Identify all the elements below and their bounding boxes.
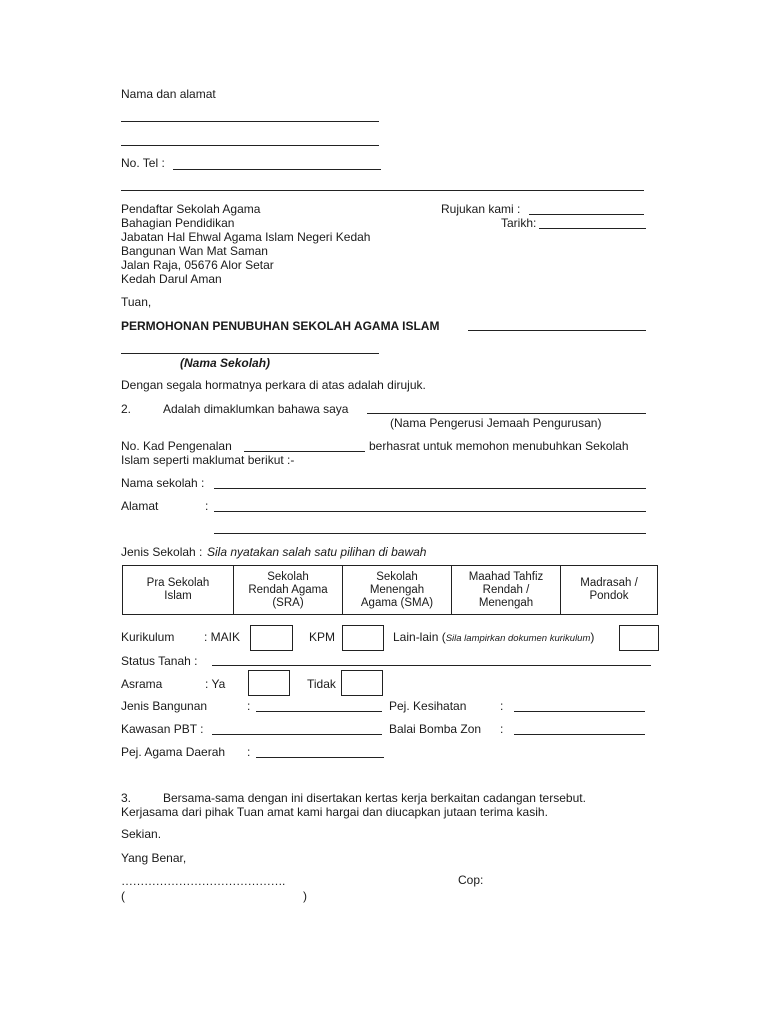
fire-station-label: Balai Bomba Zon <box>389 722 482 736</box>
lain-lain-label <box>393 630 594 646</box>
option-text: Sekolah <box>267 570 309 583</box>
land-status-line[interactable] <box>212 665 651 666</box>
health-office-label: Pej. Kesihatan <box>389 699 467 713</box>
closing-sekian: Sekian. <box>121 827 162 841</box>
signature-dots[interactable]: ……………………………………. <box>121 874 285 888</box>
building-type-colon: : <box>247 699 251 713</box>
name-address-label: Nama dan alamat <box>121 87 216 101</box>
recipient-line: Pendaftar Sekolah Agama <box>121 202 261 216</box>
maik-label: : MAIK <box>204 630 241 644</box>
header-divider <box>121 190 644 191</box>
recipient-line: Bahagian Pendidikan <box>121 216 235 230</box>
salutation: Tuan, <box>121 295 152 309</box>
district-office-label: Pej. Agama Daerah <box>121 745 226 759</box>
hostel-yes-label: : Ya <box>205 677 226 691</box>
hostel-yes-checkbox[interactable] <box>248 670 290 696</box>
district-office-colon: : <box>247 745 251 759</box>
option-text: Agama (SMA) <box>360 596 434 609</box>
paragraph-3-line-2: Kerjasama dari pihak Tuan amat kami hargai dan diucapkan jutaan terima kasih. <box>121 805 548 819</box>
tel-label: No. Tel : <box>121 156 165 170</box>
tel-line[interactable] <box>173 169 381 170</box>
school-type-table <box>122 565 658 615</box>
lain-lain-note: Sila lampirkan dokumen kurikulum <box>445 633 591 644</box>
school-type-label: Jenis Sekolah : <box>121 545 203 559</box>
school-type-option-maahad-tahfiz[interactable] <box>452 566 561 615</box>
paragraph-3-line-1: Bersama-sama dengan ini disertakan kertas kerja berkaitan cadangan tersebut. <box>163 791 586 805</box>
recipient-line: Bangunan Wan Mat Saman <box>121 244 268 258</box>
kpm-label: KPM <box>309 630 336 644</box>
hostel-no-checkbox[interactable] <box>341 670 383 696</box>
signatory-name-close: ) <box>303 889 307 903</box>
subject-title: PERMOHONAN PENUBUHAN SEKOLAH AGAMA ISLAM <box>121 319 440 333</box>
health-office-line[interactable] <box>514 711 645 712</box>
name-address-line-2[interactable] <box>121 145 379 146</box>
building-type-line[interactable] <box>256 711 382 712</box>
land-status-label: Status Tanah : <box>121 654 198 668</box>
option-text: Pra Sekolah <box>146 577 210 589</box>
reference-line[interactable] <box>529 214 644 215</box>
ic-suffix: berhasrat untuk memohon menubuhkan Sekolah <box>369 439 629 453</box>
school-name-label: Nama sekolah : <box>121 476 205 490</box>
option-text: Madrasah / <box>580 577 638 589</box>
option-text: Menengah <box>478 596 534 609</box>
pbt-area-label: Kawasan PBT : <box>121 722 204 736</box>
pbt-area-line[interactable] <box>212 734 382 735</box>
option-text: Pondok <box>589 590 629 602</box>
school-type-option-sra[interactable] <box>234 566 343 615</box>
chairman-name-line[interactable] <box>367 413 646 414</box>
option-text: Islam <box>164 590 192 602</box>
fire-station-line[interactable] <box>514 734 645 735</box>
option-text: (SRA) <box>272 596 304 609</box>
school-name-field-line[interactable] <box>214 488 646 489</box>
option-text: Sekolah <box>376 570 418 583</box>
maik-checkbox[interactable] <box>250 625 293 651</box>
address-colon: : <box>205 499 209 513</box>
name-address-line-1[interactable] <box>121 121 379 122</box>
school-type-option-pra-sekolah[interactable] <box>123 566 234 615</box>
ic-line[interactable] <box>244 451 365 452</box>
health-office-colon: : <box>500 699 504 713</box>
school-name-caption: (Nama Sekolah) <box>180 356 271 370</box>
intro-text: Dengan segala hormatnya perkara di atas adalah dirujuk. <box>121 378 426 392</box>
signatory-name-open: ( <box>121 889 125 903</box>
paragraph-3-number: 3. <box>121 791 132 805</box>
closing-yang-benar: Yang Benar, <box>121 851 187 865</box>
subject-school-line[interactable] <box>468 330 646 331</box>
lain-lain-checkbox[interactable] <box>619 625 659 651</box>
ic-label: No. Kad Pengenalan <box>121 439 232 453</box>
paragraph-2-number: 2. <box>121 402 132 416</box>
option-text: Menengah <box>369 583 425 596</box>
building-type-label: Jenis Bangunan <box>121 699 208 713</box>
school-type-option-sma[interactable] <box>343 566 452 615</box>
address-label: Alamat <box>121 499 159 513</box>
option-text: Rendah Agama <box>248 583 328 596</box>
school-name-line[interactable] <box>121 353 379 354</box>
kpm-checkbox[interactable] <box>342 625 384 651</box>
school-type-option-madrasah[interactable] <box>561 566 658 615</box>
paragraph-2-line-2: Islam seperti maklumat berikut :- <box>121 453 295 467</box>
date-label: Tarikh: <box>501 216 537 230</box>
district-office-line[interactable] <box>256 757 384 758</box>
option-text: Maahad Tahfiz <box>468 570 544 583</box>
stamp-label: Cop: <box>458 873 484 887</box>
recipient-line: Jalan Raja, 05676 Alor Setar <box>121 258 274 272</box>
lain-lain-close: ) <box>590 630 595 644</box>
reference-label: Rujukan kami : <box>441 202 521 216</box>
address-line-2[interactable] <box>214 533 646 534</box>
fire-station-colon: : <box>500 722 504 736</box>
recipient-line: Kedah Darul Aman <box>121 272 222 286</box>
curriculum-label: Kurikulum <box>121 630 175 644</box>
lain-lain-text: Lain-lain ( <box>393 630 446 644</box>
chairman-caption: (Nama Pengerusi Jemaah Pengurusan) <box>390 416 602 430</box>
paragraph-2-text: Adalah dimaklumkan bahawa saya <box>163 402 349 416</box>
address-line-1[interactable] <box>214 511 646 512</box>
school-type-instruction: Sila nyatakan salah satu pilihan di bawah <box>207 545 427 559</box>
date-line[interactable] <box>539 228 646 229</box>
hostel-no-label: Tidak <box>307 677 336 691</box>
hostel-label: Asrama <box>121 677 163 691</box>
recipient-line: Jabatan Hal Ehwal Agama Islam Negeri Kedah <box>121 230 371 244</box>
option-text: Rendah / <box>482 583 530 596</box>
